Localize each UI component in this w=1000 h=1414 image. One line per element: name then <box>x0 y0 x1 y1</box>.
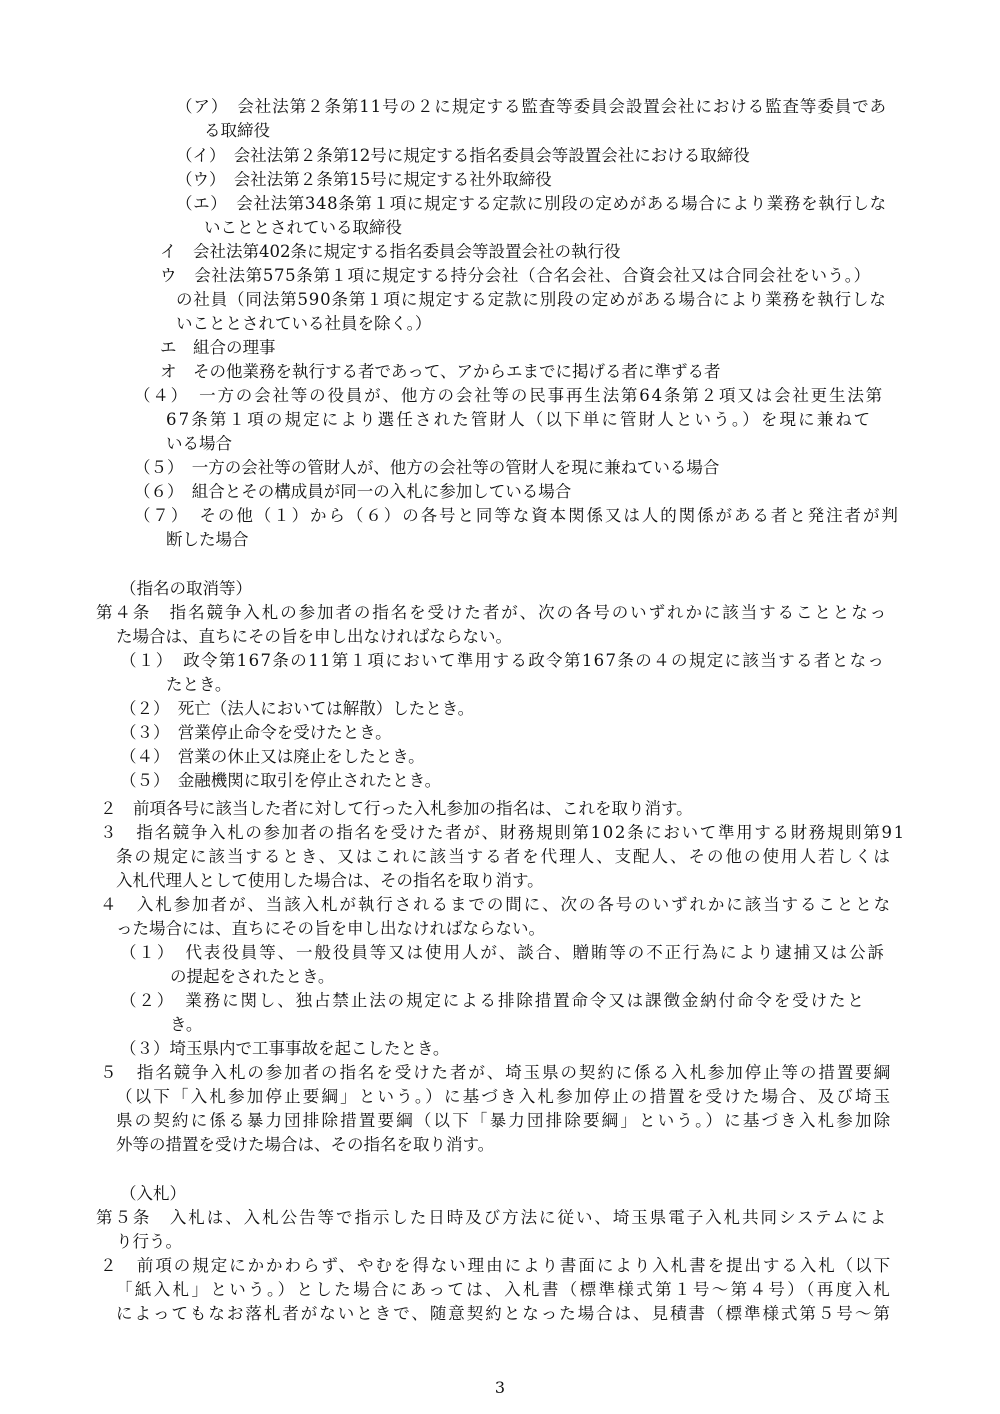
text-line: ３ 指名競争入札の参加者の指名を受けた者が、財務規則第102条において準用する財務規則第91 <box>100 823 906 842</box>
text-line: 入札代理人として使用した場合は、その指名を取り消す。 <box>116 871 544 890</box>
text-line: （エ） 会社法第348条第１項に規定する定款に別段の定めがある場合により業務を執行しな <box>176 194 887 213</box>
text-line: （ア） 会社法第２条第11号の２に規定する監査等委員会設置会社における監査等委員であ <box>176 97 887 116</box>
text-line: ２ 前項各号に該当した者に対して行った入札参加の指名は、これを取り消す。 <box>100 799 693 818</box>
page-number: 3 <box>494 1378 506 1397</box>
text-line: （４） 一方の会社等の役員が、他方の会社等の民事再生法第64条第２項又は会社更生法第 <box>134 386 885 405</box>
text-line: （３） 営業停止命令を受けたとき。 <box>120 723 392 742</box>
text-line: （７） その他（１）から（６）の各号と同等な資本関係又は人的関係がある者と発注者が判 <box>134 506 900 525</box>
text-line: エ 組合の理事 <box>160 338 276 357</box>
text-line: ２ 前項の規定にかかわらず、やむを得ない理由により書面により入札書を提出する入札（以下 <box>100 1256 893 1275</box>
text-line: 第４条 指名競争入札の参加者の指名を受けた者が、次の各号のいずれかに該当することとなっ <box>96 603 889 622</box>
text-line: によってもなお落札者がないときで、随意契約となった場合は、見積書（標準様式第５号～第 <box>116 1304 892 1323</box>
text-line: 67条第１項の規定により選任された管財人（以下単に管財人という。）を現に兼ねて <box>166 410 873 429</box>
text-line: （４） 営業の休止又は廃止をしたとき。 <box>120 747 425 766</box>
text-line: いる場合 <box>166 434 232 453</box>
text-line: イ 会社法第402条に規定する指名委員会等設置会社の執行役 <box>160 242 621 261</box>
text-line: （１） 政令第167条の11第１項において準用する政令第167条の４の規定に該当する者となっ <box>120 651 886 670</box>
text-line: き。 <box>170 1015 203 1034</box>
text-line: の社員（同法第590条第１項に規定する定款に別段の定めがある場合により業務を執行しな <box>176 290 887 309</box>
text-line: 断した場合 <box>166 530 249 549</box>
text-line: （指名の取消等） <box>120 579 252 598</box>
text-line: （２） 業務に関し、独占禁止法の規定による排除措置命令又は課徴金納付命令を受けたと <box>120 991 866 1010</box>
text-line: ４ 入札参加者が、当該入札が執行されるまでの間に、次の各号のいずれかに該当することとな <box>100 895 893 914</box>
text-line: たとき。 <box>166 675 232 694</box>
text-line: 「紙入札」という。）とした場合にあっては、入札書（標準様式第１号～第４号）（再度入札 <box>116 1280 893 1299</box>
text-line: 外等の措置を受けた場合は、その指名を取り消す。 <box>116 1135 495 1154</box>
text-line: ５ 指名競争入札の参加者の指名を受けた者が、埼玉県の契約に係る入札参加停止等の措置要綱 <box>100 1063 893 1082</box>
text-line: （イ） 会社法第２条第12号に規定する指名委員会等設置会社における取締役 <box>176 146 750 165</box>
text-line: 条の規定に該当するとき、又はこれに該当する者を代理人、支配人、その他の使用人若しくは <box>116 847 892 866</box>
text-line: （ウ） 会社法第２条第15号に規定する社外取締役 <box>176 170 552 189</box>
text-line: 第５条 入札は、入札公告等で指示した日時及び方法に従い、埼玉県電子入札共同システムによ <box>96 1208 889 1227</box>
text-line: り行う。 <box>116 1232 182 1251</box>
text-line: （３）埼玉県内で工事事故を起こしたとき。 <box>120 1039 450 1058</box>
text-line: （以下「入札参加停止要綱」という。）に基づき入札参加停止の措置を受けた場合、及び埼玉 <box>116 1087 893 1106</box>
text-line: ウ 会社法第575条第１項に規定する持分会社（合名会社、合資会社又は合同会社をいう。） <box>160 266 871 285</box>
text-line: った場合には、直ちにその旨を申し出なければならない。 <box>116 919 545 938</box>
text-line: （入札） <box>120 1184 186 1203</box>
text-line: （５） 金融機関に取引を停止されたとき。 <box>120 771 442 790</box>
text-line: 県の契約に係る暴力団排除措置要綱（以下「暴力団排除要綱」という。）に基づき入札参加除 <box>116 1111 893 1130</box>
text-line: （６） 組合とその構成員が同一の入札に参加している場合 <box>134 482 572 501</box>
text-line: いこととされている取締役 <box>204 218 402 237</box>
text-line: （１） 代表役員等、一般役員等又は使用人が、談合、贈賄等の不正行為により逮捕又は公訴 <box>120 943 886 962</box>
text-line: いこととされている社員を除く。） <box>176 314 432 333</box>
text-line: る取締役 <box>204 121 270 140</box>
text-line: の提起をされたとき。 <box>170 967 335 986</box>
text-line: （２） 死亡（法人においては解散）したとき。 <box>120 699 475 718</box>
text-line: た場合は、直ちにその旨を申し出なければならない。 <box>116 627 512 646</box>
text-line: （５） 一方の会社等の管財人が、他方の会社等の管財人を現に兼ねている場合 <box>134 458 720 477</box>
text-line: オ その他業務を執行する者であって、アからエまでに掲げる者に準ずる者 <box>160 362 721 381</box>
